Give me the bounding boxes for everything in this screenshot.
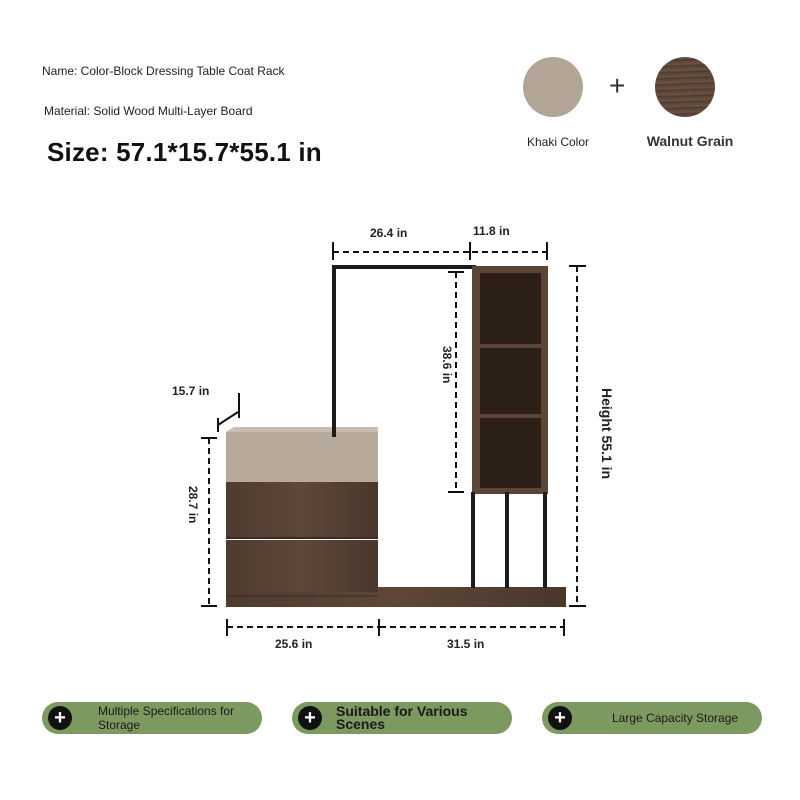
- dim-line-depth: [218, 412, 238, 425]
- feature-label: Multiple Specifications for Storage: [98, 704, 235, 732]
- rail-post-left: [332, 265, 336, 437]
- feature-pill-large-capacity: [542, 702, 762, 734]
- dim-total-height: Height 55.1 in: [599, 388, 615, 480]
- plus-circle-icon: +: [548, 706, 572, 730]
- walnut-label: Walnut Grain: [646, 133, 734, 149]
- shelf-leg-1: [471, 492, 475, 588]
- dim-depth: 15.7 in: [172, 384, 210, 398]
- khaki-top: [226, 432, 378, 482]
- product-size: Size: 57.1*15.7*55.1 in: [47, 137, 322, 167]
- drawer-bottom: [226, 540, 378, 592]
- feature-label: Suitable for Various Scenes: [336, 703, 468, 732]
- plus-icon: +: [609, 70, 626, 101]
- plus-circle-icon: +: [298, 706, 322, 730]
- product-material: Material: Solid Wood Multi-Layer Board: [44, 104, 253, 118]
- dim-bottom-left: 25.6 in: [275, 637, 313, 651]
- dim-top-width: 26.4 in: [370, 226, 408, 240]
- feature-pill-storage-specs: [42, 702, 262, 734]
- feature-pill-various-scenes: [292, 702, 512, 734]
- shelf-leg-3: [543, 492, 547, 588]
- drawer-top: [226, 482, 378, 538]
- dim-rail-height: 38.6 in: [440, 346, 454, 384]
- dim-bottom-right: 31.5 in: [447, 637, 485, 651]
- dim-shelf-width: 11.8 in: [473, 224, 510, 238]
- feature-label: Large Capacity Storage: [612, 711, 739, 725]
- shelf-leg-2: [505, 492, 509, 588]
- dim-cabinet-height: 28.7 in: [186, 486, 200, 524]
- rail-top: [332, 265, 476, 269]
- product-name: Name: Color-Block Dressing Table Coat Rack: [42, 64, 285, 78]
- khaki-label: Khaki Color: [526, 135, 590, 149]
- plus-circle-icon: +: [48, 706, 72, 730]
